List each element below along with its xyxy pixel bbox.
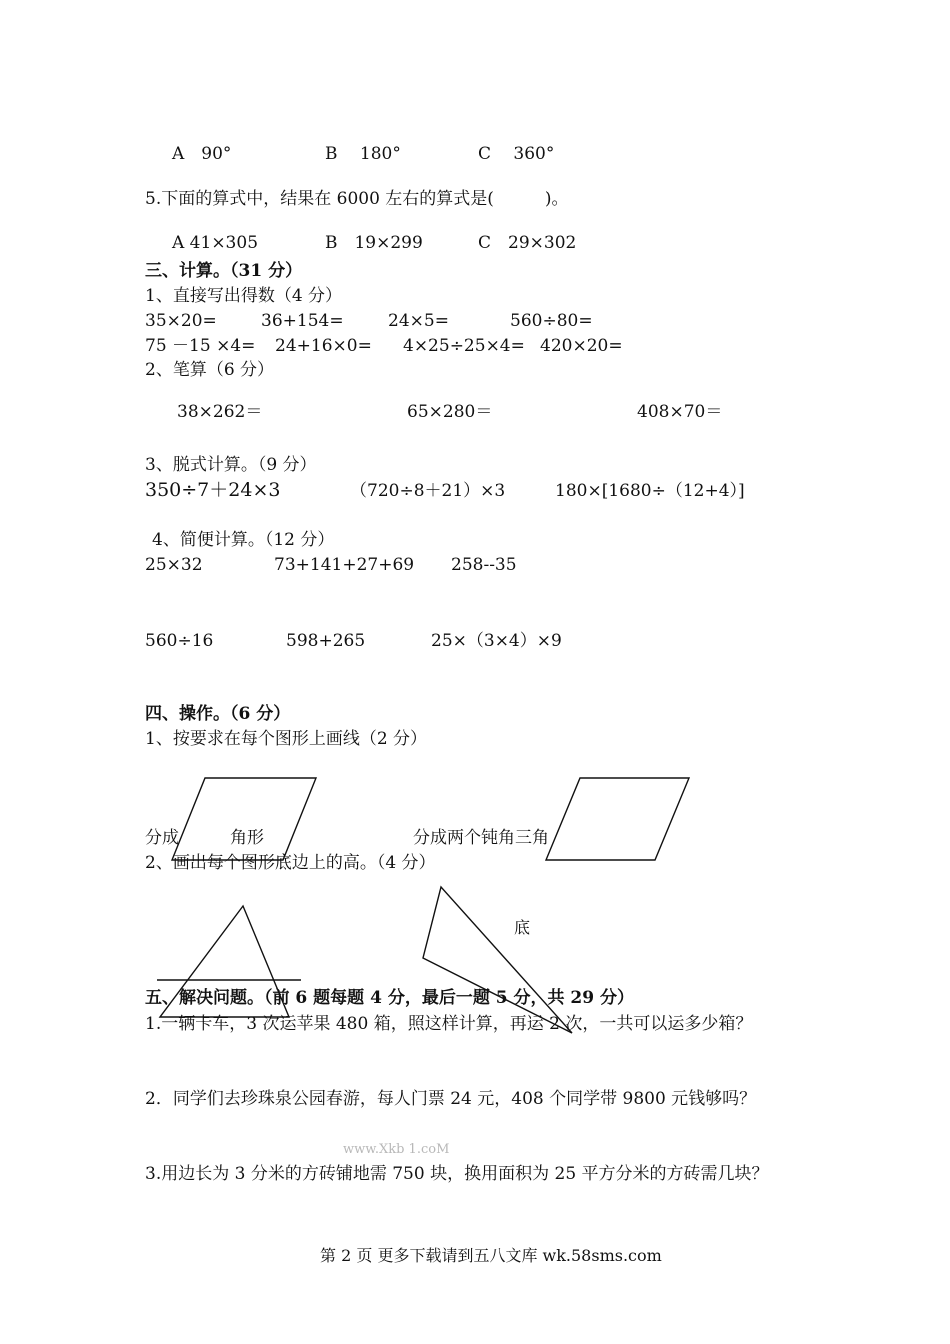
problem-2: 2．同学们去珍珠泉公园春游，每人门票 24 元，408 个同学带 9800 元钱够吗？ [145,1089,757,1109]
problem: 24×5= [388,311,449,331]
problem: 38×262＝ [177,402,263,422]
section-5-title: 五、解决问题。（前 6 题每题 4 分，最后一题 5 分，共 29 分） [145,988,634,1008]
problem: 24+16×0= [275,336,372,356]
problem: （720÷8＋21）×3 [350,481,506,501]
problem: 180×[1680÷（12+4）] [555,481,745,501]
problem: 73+141+27+69 [274,555,415,575]
problem: 408×70＝ [637,402,723,422]
page-footer: 第 2 页 更多下载请到五八文库 wk.58sms.com [320,1246,662,1265]
part-1-title: 1、直接写出得数（4 分） [145,286,343,306]
part-2-title: 2、画出每个图形底边上的高。（4 分） [145,853,436,873]
problem: 258--35 [451,555,517,575]
part-1-title: 1、按要求在每个图形上画线（2 分） [145,729,428,749]
part-4-title: 4、简便计算。（12 分） [152,530,335,550]
problem: 598+265 [286,631,366,651]
option-a: A 90° [172,144,232,164]
problem: 25×32 [145,555,203,575]
question-5: 5.下面的算式中，结果在 6000 左右的算式是( )。 [145,189,569,209]
problem-3: 3.用边长为 3 分米的方砖铺地需 750 块，换用面积为 25 平方分米的方砖需几块？ [145,1164,769,1184]
problem: 65×280＝ [407,402,493,422]
problem: 36+154= [261,311,344,331]
base-label: 底 [514,918,531,937]
triangle-2 [423,887,572,1033]
triangle-1 [160,906,289,1017]
shape-caption: 分成 角形 [145,828,264,848]
part-3-title: 3、脱式计算。（9 分） [145,455,317,475]
option-b: B 180° [325,144,401,164]
parallelogram-2 [546,778,689,860]
problem: 560÷80= [510,311,593,331]
option-a: A 41×305 [172,233,259,253]
problem: 560÷16 [145,631,214,651]
option-b: B 19×299 [325,233,423,253]
shape-caption: 分成两个钝角三角 [413,828,549,848]
section-3-title: 三、计算。（31 分） [145,261,303,281]
problem: 350÷7＋24×3 [145,479,281,501]
option-c: C 29×302 [478,233,577,253]
problem-1: 1.一辆卡车，3 次运苹果 480 箱，照这样计算，再运 2 次，一共可以运多少箱？ [145,1014,753,1034]
option-c: C 360° [478,144,555,164]
parallelogram-1 [172,778,316,860]
problem: 420×20= [540,336,623,356]
problem: 75 －15 ×4= [145,336,256,356]
problem: 25×（3×4）×9 [431,631,562,651]
section-4-title: 四、操作。（6 分） [145,704,291,724]
problem: 35×20= [145,311,217,331]
watermark: www.Xkb 1.coM [343,1142,450,1157]
part-2-title: 2、笔算（6 分） [145,360,275,380]
problem: 4×25÷25×4= [403,336,525,356]
